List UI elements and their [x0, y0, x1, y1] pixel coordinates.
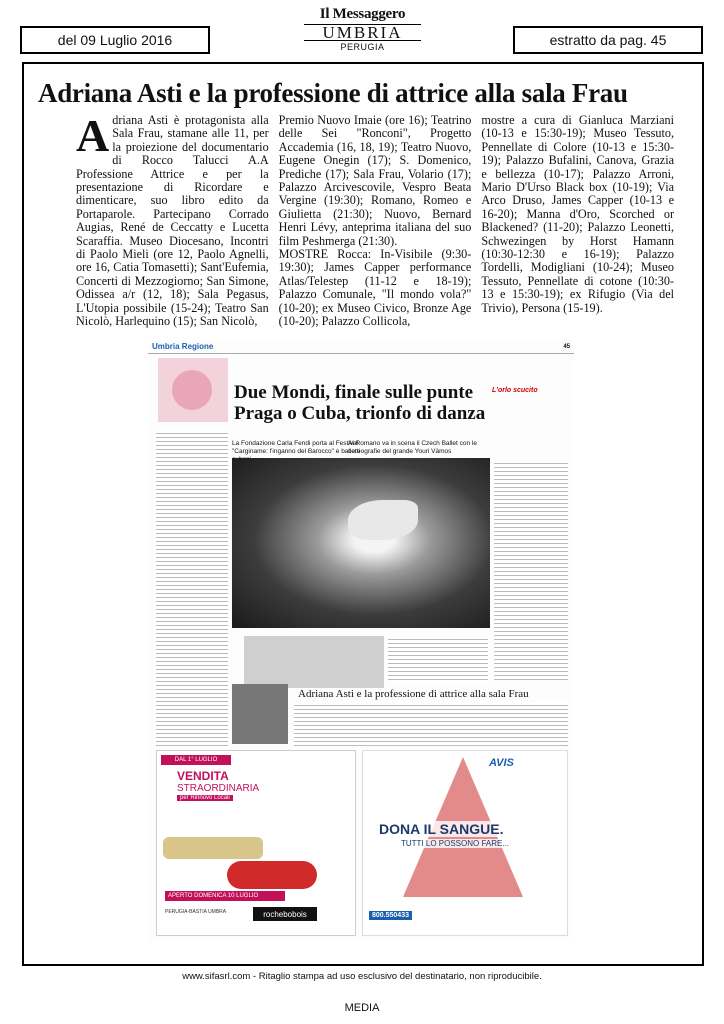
date-label: del 09 Luglio 2016: [20, 26, 210, 54]
article-column-2: Premio Nuovo Imaie (ore 16); Teatrino delle Sei "Ronconi", Progetto Accademia (16, 18, 19); Teatro Nuovo, Eugene Onegin (17); S. Domenico, Prediche (17); Sala Frau, Volario (17); Palazzo Arcivescovile, Vespro Beata Vergine (19:30); Romano, Romeo e Giulietta (21:30); Nuovo, Bernard Henri Lévy, anteprima italiana del suo film Peshmerga (21:30). MOSTRE Rocca: In-Visibile (9:30-19:30); James Capper performance Atlas/Telestep (11-12 e 18-19); Palazzo Comunale, "Il mondo vola?" (10-20); ex Museo Civico, Bronze Age (10-20); Palazzo Collicola,: [278, 114, 472, 329]
avis-logo: AVIS: [489, 757, 514, 769]
dancer-photo: [232, 458, 490, 628]
article-column-1: [76, 114, 269, 334]
clip-inner-title: Adriana Asti e la professione di attrice alla sala Frau: [298, 688, 529, 700]
poster-graphic: [172, 370, 212, 410]
ad-subtitle: STRAORDINARIA: [177, 783, 260, 794]
column-text: driana Asti è protagonista alla Sala Frau, stamane alle 11, per la proiezione del documentario di Rocco Talucci A.A Professione Attrice e per la presentazione di Ricordare e dimenticare, suo libro edito da Portaparole. Partecipano Corrado Augias, René de Ceccatty e Lucetta Scaraffia. Museo Diocesano, Incontri di Paolo Mieli (ore 12, Paolo Agnelli, ore 16, Catia Tomasetti); Sant'Eufemia, Concerti di Mezzogiorno; San Simone, Odissea a/r (12, 18); Sala Pegasus, L'Utopia possibile (15-24); Teatro San Nicolò, Harlequino (15); San Nicolò,: [76, 114, 269, 329]
masthead-city: PERUGIA: [340, 42, 385, 52]
ad2-phone: 800.550433: [369, 911, 412, 920]
media-label: MEDIA: [344, 1002, 380, 1014]
ad2-subtitle: TUTTI LO POSSONO FARE...: [401, 839, 510, 848]
blood-donation-ad: [362, 750, 568, 936]
page-label: estratto da pag. 45: [513, 26, 703, 54]
clip-text-column: [388, 636, 488, 682]
ad2-title: DONA IL SANGUE.: [379, 821, 504, 837]
sofa-image: [163, 837, 263, 859]
dancer-figure: [348, 500, 418, 540]
clip-sidebar: [492, 388, 568, 454]
roche-bobois-logo: rochebobois: [253, 907, 317, 921]
article-body: [76, 114, 674, 334]
sofa-image: [227, 861, 317, 889]
article-column-3: mostre a cura di Gianluca Marziani (10-13 e 15:30-19); Museo Tessuto, Pennellate di Colore (10-13 e 15:30-19); Palazzo Bufalini, Canova, Grazia e bellezza (10-17); Palazzo Arroni, Mario D'Urso Black box (10-19); Via Arco Druso, James Capper (10-13 e 16-20); Manna d'Oro, Scorched or Blackened? (11-20); Palazzo Leonetti, Schwezingen by Horst Hamann (10:30-12:30 e 16-19); Palazzo Tordelli, Modigliani (10-24); Museo Tessuto, Pennellate di cotone (10:30-13 e 15:30-19); ex Rifugio (Via del Trivio), Persona (15-19).: [481, 114, 675, 315]
ad-tag: per Rinnovo Locali: [177, 795, 233, 801]
ad-open-notice: APERTO DOMENICA 10 LUGLIO: [165, 891, 285, 901]
furniture-ad: [156, 750, 356, 936]
clip-text-column: [294, 702, 568, 746]
masthead-region: UMBRIA: [304, 24, 421, 41]
clip-subhead-a: La Fondazione Carla Fendi porta al Festival "Carginame: l'inganno del Barocco" e balletti: [232, 440, 360, 455]
ad-address: PERUGIA-BASTIA UMBRA: [165, 909, 227, 915]
adriana-asti-photo: [232, 684, 288, 744]
clip-headline: Due Mondi, finale sulle punte Praga o Cuba, trionfo di danza: [234, 382, 486, 424]
masthead-brand: Il Messaggero: [319, 6, 406, 22]
clip-text-column: [156, 430, 228, 748]
small-photo: [244, 636, 384, 688]
festival-poster: [158, 358, 228, 422]
ad-badge: DAL 1° LUGLIO: [161, 755, 231, 765]
ad-title: VENDITA: [177, 769, 229, 783]
newspaper-page-image: [148, 340, 574, 942]
clip-subhead-b: Al Romano va in scena il Czech Ballet con le coreografie del grande Youri Vàmos: [348, 440, 477, 455]
masthead-logo: [290, 6, 435, 52]
clip-page-number: 45: [563, 343, 570, 350]
clip-header: [148, 340, 574, 354]
clip-text-column: [494, 460, 568, 680]
clip-sidebar-title: L'orlo scucito: [492, 387, 538, 394]
drop-cap: A: [76, 114, 110, 161]
clip-section-label: Umbria Regione: [152, 342, 214, 351]
article-headline: Adriana Asti e la professione di attrice alla sala Frau: [38, 78, 628, 108]
copyright-note: www.sifasrl.com - Ritaglio stampa ad uso esclusivo del destinatario, non riproducibile.: [182, 971, 542, 982]
